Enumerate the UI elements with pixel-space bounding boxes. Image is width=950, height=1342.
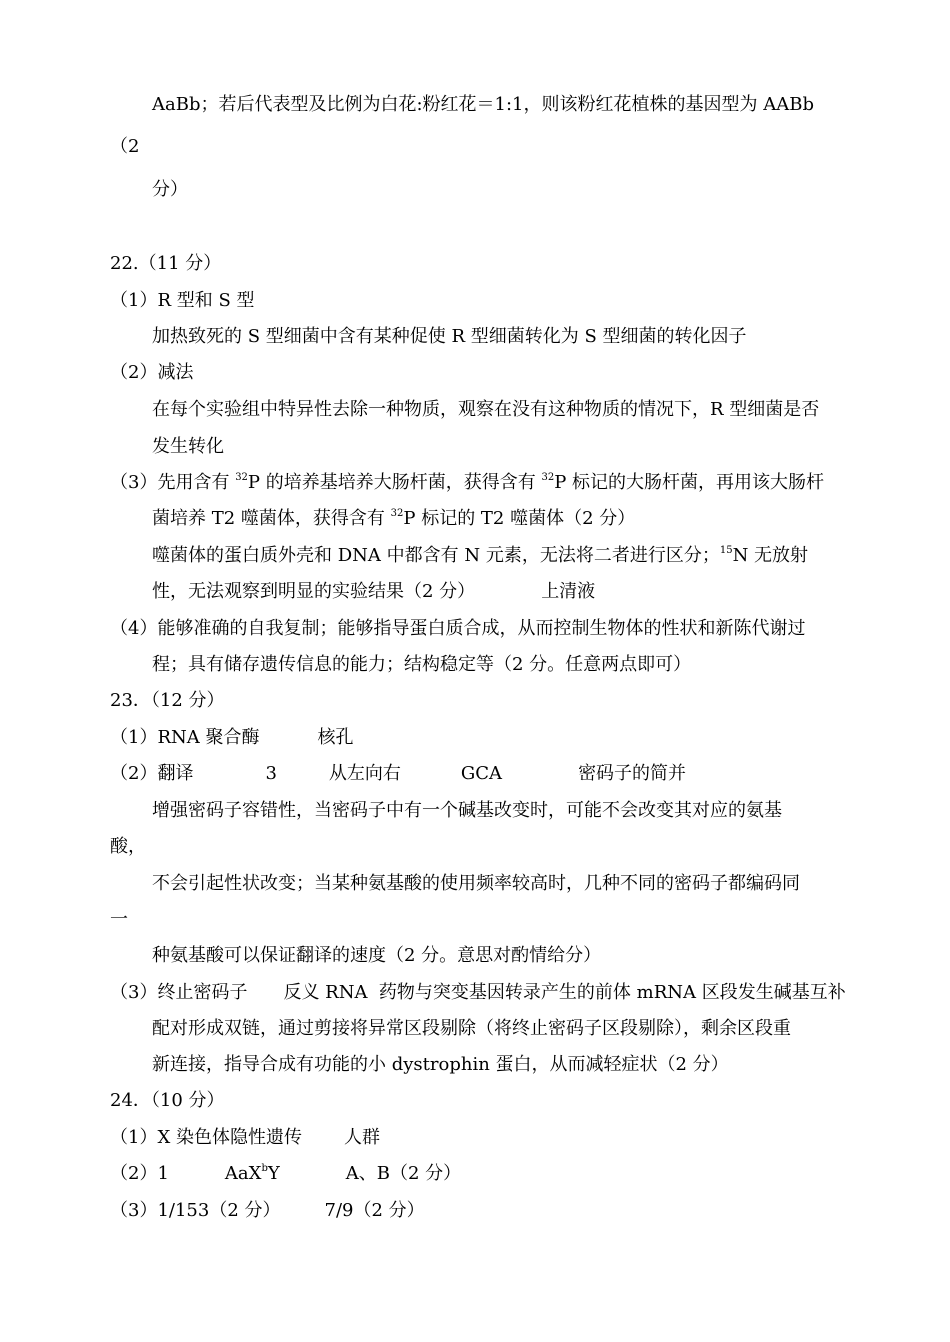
- q22-part-2-detail-2: 发生转化: [152, 436, 224, 457]
- prev-answer-line-3: 分）: [152, 179, 188, 200]
- q23-part-2-detail-3: 不会引起性状改变；当某种氨基酸的使用频率较高时，几种不同的密码子都编码同: [152, 873, 800, 894]
- question-22-header: 22.（11 分）: [110, 253, 222, 274]
- q23-part-2: （2）翻译 3 从左向右 GCA 密码子的简并: [110, 763, 687, 784]
- q22-part-3-line-1: （3）先用含有 $^{32}$P 的培养基培养大肠杆菌，获得含有 $^{32}$P 标记的大肠杆菌，再用该大肠杆: [110, 472, 825, 493]
- q22-part-1: （1）R 型和 S 型: [110, 290, 255, 311]
- prev-answer-line-1: AaBb；若后代表型及比例为白花:粉红花＝1:1，则该粉红花植株的基因型为 AABb: [152, 94, 814, 115]
- q23-part-2-detail-2: 酸，: [110, 836, 146, 857]
- q23-part-1: （1）RNA 聚合酶 核孔: [110, 727, 354, 748]
- q24-part-2: （2）1 AaX$^b$Y A、B（2 分）: [110, 1163, 462, 1184]
- q22-part-3-line-4: 性，无法观察到明显的实验结果（2 分） 上清液: [152, 581, 596, 602]
- question-23-header: 23．（12 分）: [110, 690, 225, 711]
- prev-answer-line-2: （2: [110, 136, 140, 157]
- q22-part-2: （2）减法: [110, 362, 194, 383]
- q22-part-4-line-2: 程；具有储存遗传信息的能力；结构稳定等（2 分。任意两点即可）: [152, 654, 692, 675]
- q22-part-3-line-3: 噬菌体的蛋白质外壳和 DNA 中都含有 N 元素，无法将二者进行区分；$^{15}$N 无放射: [152, 545, 809, 566]
- q23-part-3-line-3: 新连接，指导合成有功能的小 dystrophin 蛋白，从而减轻症状（2 分）: [152, 1054, 729, 1075]
- q23-part-2-detail-5: 种氨基酸可以保证翻译的速度（2 分。意思对酌情给分）: [152, 945, 602, 966]
- q22-part-2-detail-1: 在每个实验组中特异性去除一种物质，观察在没有这种物质的情况下，R 型细菌是否: [152, 399, 820, 420]
- q22-part-4-line-1: （4）能够准确的自我复制；能够指导蛋白质合成，从而控制生物体的性状和新陈代谢过: [110, 618, 806, 639]
- q23-part-2-detail-1: 增强密码子容错性，当密码子中有一个碱基改变时，可能不会改变其对应的氨基: [152, 800, 782, 821]
- q24-part-1: （1）X 染色体隐性遗传 人群: [110, 1127, 380, 1148]
- q23-part-3-line-2: 配对形成双链，通过剪接将异常区段剔除（将终止密码子区段剔除），剩余区段重: [152, 1018, 791, 1039]
- question-24-header: 24．（10 分）: [110, 1090, 225, 1111]
- q24-part-3: （3）1/153（2 分） 7/9（2 分）: [110, 1200, 425, 1221]
- q23-part-3-line-1: （3）终止密码子 反义 RNA 药物与突变基因转录产生的前体 mRNA 区段发生碱基互补: [110, 982, 846, 1003]
- q22-part-1-detail: 加热致死的 S 型细菌中含有某种促使 R 型细菌转化为 S 型细菌的转化因子: [152, 326, 747, 347]
- q23-part-2-detail-4: 一: [110, 909, 128, 930]
- q22-part-3-line-2: 菌培养 T2 噬菌体，获得含有 $^{32}$P 标记的 T2 噬菌体（2 分）: [152, 508, 636, 529]
